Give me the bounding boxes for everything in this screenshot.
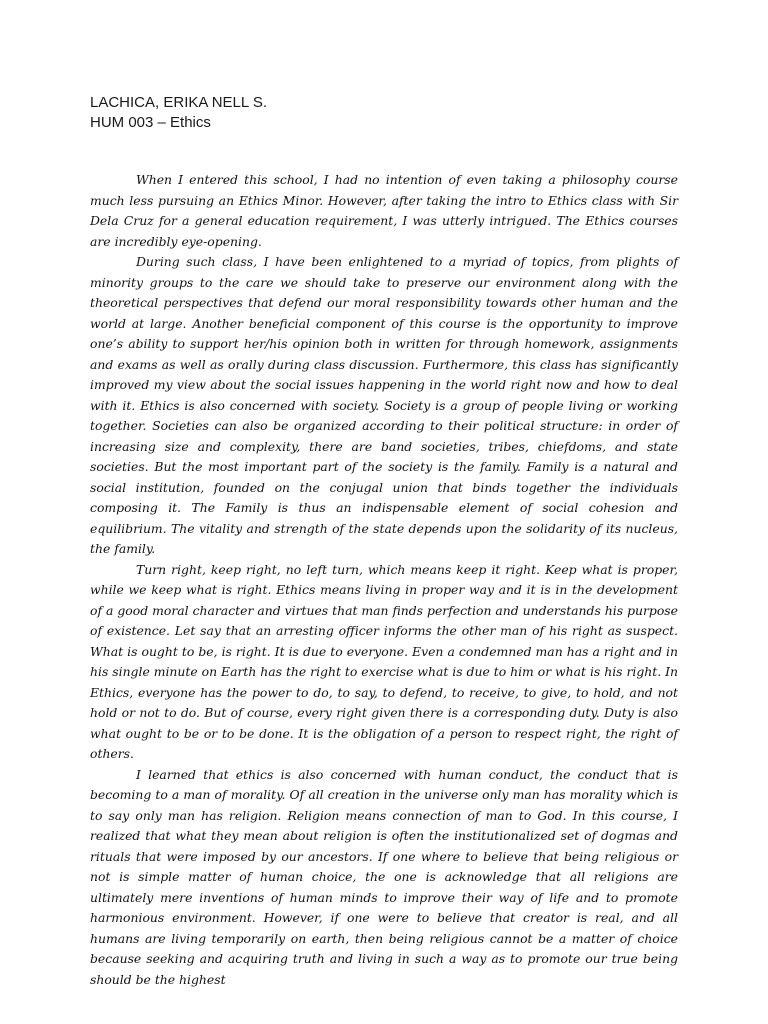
document-header — [90, 93, 267, 133]
paragraph-rights: Turn right, keep right, no left turn, which means keep it right. Keep what is proper, while we keep what is right. Ethics means living in proper way and it is in the development of a good moral character and virtues that man finds perfection and understands his purpose of existence. Let say that an arresting officer informs the other man of his right as suspect. What is ought to be, is right. It is due to everyone. Even a condemned man has a right and in his single minute on Earth has the right to exercise what is due to him or what is his right. In Ethics, everyone has the power to do, to say, to defend, to receive, to give, to hold, and not hold or not to do. But of course, every right given there is a corresponding duty. Duty is also what ought to be or to be done. It is the obligation of a person to respect right, the right of others. — [90, 561, 678, 761]
author-name: LACHICA, ERIKA NELL S. — [90, 94, 268, 111]
paragraph-intro: When I entered this school, I had no intention of even taking a philosophy course much less pursuing an Ethics Minor. However, after taking the intro to Ethics class with Sir Dela Cruz for a general education requirement, I was utterly intrigued. The Ethics courses are incredibly eye-opening. — [90, 172, 678, 249]
course-title: HUM 003 – Ethics — [90, 114, 211, 131]
paragraph-society: During such class, I have been enlightened to a myriad of topics, from plights of minority groups to the care we should take to preserve our environment along with the theoretical perspectives that defend our moral responsibility towards other human and the world at large. Another beneficial component of this course is the opportunity to improve one’s ability to support her/his opinion both in written for through homework, assignments and exams as well as orally during class discussion. Furthermore, this class has significantly improved my view about the social issues happening in the world right now and how to deal with it. Ethics is also concerned with society. Society is a group of people living or working together. Societies can also be organized according to their political structure: in order of increasing size and complexity, there are band societies, tribes, chiefdoms, and state societies. But the most important part of the society is the family. Family is a natural and social institution, founded on the conjugal union that binds together the individuals composing it. The Family is thus an indispensable element of social cohesion and equilibrium. The vitality and strength of the state depends upon the solidarity of its nucleus, the family. — [90, 254, 678, 556]
essay-body — [90, 170, 678, 990]
paragraph-religion: I learned that ethics is also concerned with human conduct, the conduct that is becoming to a man of morality. Of all creation in the universe only man has morality which is to say only man has religion. Religion means connection of man to God. In this course, I realized that what they mean about religion is often the institutionalized set of dogmas and rituals that were imposed by our ancestors. If one where to believe that being religious or not is simple matter of human choice, the one is acknowledge that all religions are ultimately mere inventions of human minds to improve their way of life and to promote harmonious environment. However, if one were to believe that creator is real, and all humans are living temporarily on earth, then being religious cannot be a matter of choice because seeking and acquiring truth and living in such a way as to promote our true being should be the highest — [90, 766, 678, 987]
